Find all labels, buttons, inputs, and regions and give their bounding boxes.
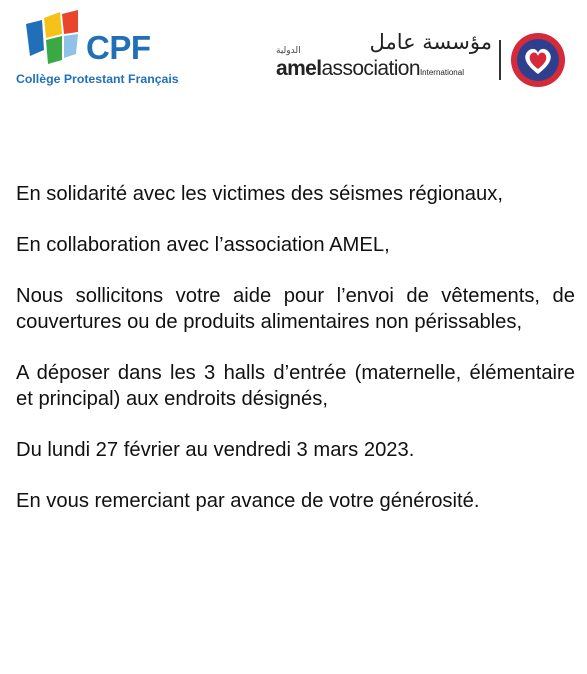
appeal-message — [16, 181, 575, 539]
amel-divider — [499, 40, 501, 80]
amel-logo — [272, 28, 572, 94]
paragraph-solidarity: En solidarité avec les victimes des séismes régionaux, — [16, 183, 503, 205]
paragraph-thanks: En vous remerciant par avance de votre générosité. — [16, 490, 480, 512]
heart-in-circle-icon — [508, 30, 568, 90]
paragraph-dates: Du lundi 27 février au vendredi 3 mars 2023. — [16, 439, 415, 461]
cpf-acronym: CPF — [86, 29, 151, 66]
paragraph-collaboration: En collaboration avec l’association AMEL, — [16, 234, 390, 256]
cpf-full-name: Collège Protestant Français — [16, 72, 179, 86]
cpf-emblem-icon — [24, 10, 84, 66]
paragraph-request: Nous sollicitons votre aide pour l’envoi de vêtements, de couvertures ou de produits alimentaires non périssables, — [16, 285, 575, 333]
header-logos — [0, 0, 587, 100]
amel-latin-name — [276, 56, 464, 86]
amel-arabic-sub: الدولية — [276, 46, 301, 56]
amel-arabic-name: مؤسسة عامل — [369, 30, 492, 54]
amel-latin-bold: amel — [276, 57, 322, 80]
amel-latin-suffix: International — [419, 68, 464, 77]
cpf-logo — [14, 10, 184, 90]
paragraph-drop-off: A déposer dans les 3 halls d’entrée (maternelle, élémentaire et principal) aux endroits désignés, — [16, 362, 575, 410]
amel-latin-regular: association — [321, 57, 420, 80]
